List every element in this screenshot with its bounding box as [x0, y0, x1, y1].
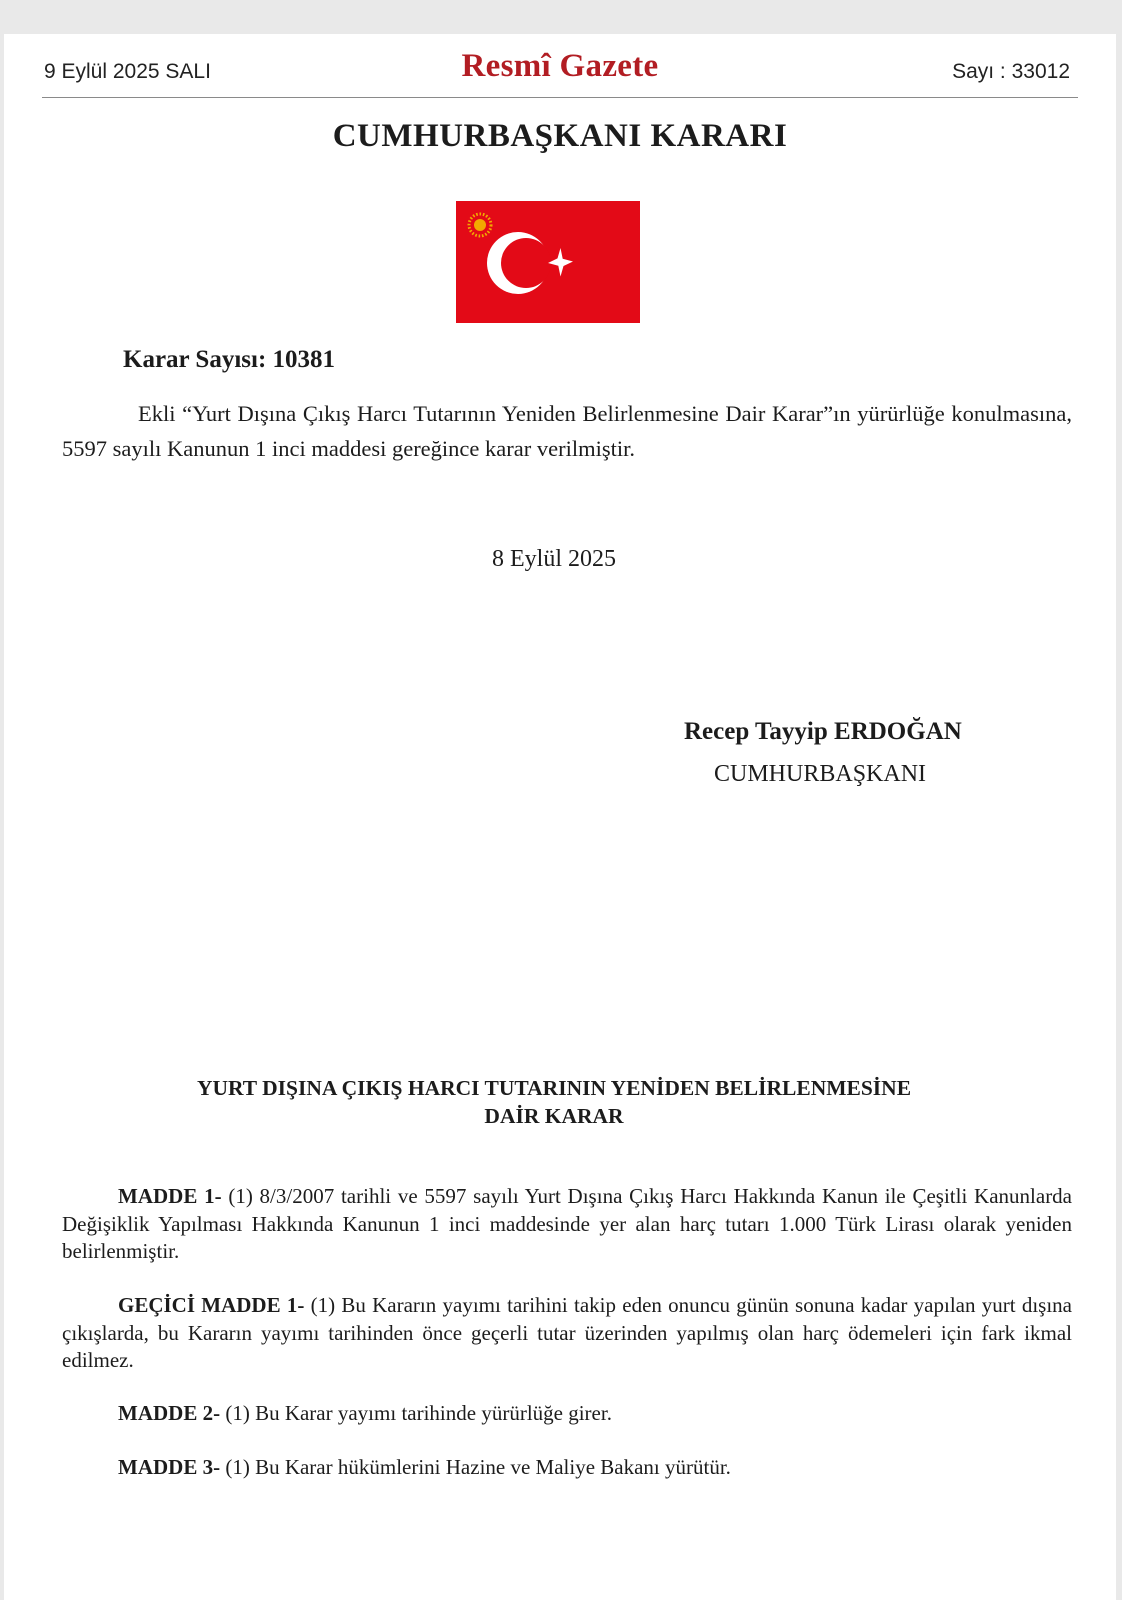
- issue-number: Sayı : 33012: [952, 60, 1070, 83]
- article-1: [62, 1183, 1072, 1266]
- article-label: MADDE 3-: [118, 1455, 221, 1479]
- article-label: MADDE 2-: [118, 1401, 221, 1425]
- signer-title: CUMHURBAŞKANI: [714, 761, 927, 787]
- annex-title: [4, 1074, 1104, 1130]
- header-divider: [42, 97, 1078, 98]
- header-date: 9 Eylül 2025 SALI: [44, 60, 211, 83]
- provisional-article-1: [62, 1292, 1072, 1375]
- gazette-page: [4, 34, 1116, 1600]
- annex-title-line-1: YURT DIŞINA ÇIKIŞ HARCI TUTARININ YENİDEN BELİRLENMESİNE: [196, 1076, 912, 1100]
- article-label: MADDE 1-: [118, 1184, 222, 1208]
- article-text: (1) Bu Karar yayımı tarihinde yürürlüğe girer.: [220, 1401, 612, 1425]
- signer-name: Recep Tayyip ERDOĞAN: [684, 718, 962, 745]
- article-text: (1) 8/3/2007 tarihli ve 5597 sayılı Yurt Dışına Çıkış Harcı Hakkında Kanun ile Çeşitli Kanunlarda Değişiklik Yapılması Hakkında Kanunun 1 inci maddesinde yer alan harç tutarı 1.000 Türk Lirası olarak yeniden belirlenmiştir.: [62, 1184, 1073, 1263]
- article-3: [62, 1454, 1072, 1482]
- decision-number: Karar Sayısı: 10381: [123, 346, 336, 373]
- gazette-name: Resmî Gazete: [461, 48, 659, 84]
- signature-date: 8 Eylül 2025: [492, 546, 616, 572]
- intro-paragraph: Ekli “Yurt Dışına Çıkış Harcı Tutarının Yeniden Belirlenmesine Dair Karar”ın yürürlüğe konulmasına, 5597 sayılı Kanunun 1 inci maddesi gereğince karar verilmiştir.: [62, 401, 1072, 461]
- article-2: [62, 1400, 1072, 1428]
- article-text: (1) Bu Kararın yayımı tarihini takip eden onuncu günün sonuna kadar yapılan yurt dışına çıkışlarda, bu Kararın yayımı tarihinden önce geçerli tutar üzerinden yapılmış olan harç ödemeleri için fark ikmal edilmez.: [62, 1293, 1072, 1372]
- document-title: CUMHURBAŞKANI KARARI: [332, 118, 788, 154]
- article-text: (1) Bu Karar hükümlerini Hazine ve Maliye Bakanı yürütür.: [220, 1455, 731, 1479]
- article-label: GEÇİCİ MADDE 1-: [118, 1293, 305, 1317]
- annex-title-line-2: DAİR KARAR: [484, 1104, 624, 1128]
- presidential-flag: [456, 201, 640, 323]
